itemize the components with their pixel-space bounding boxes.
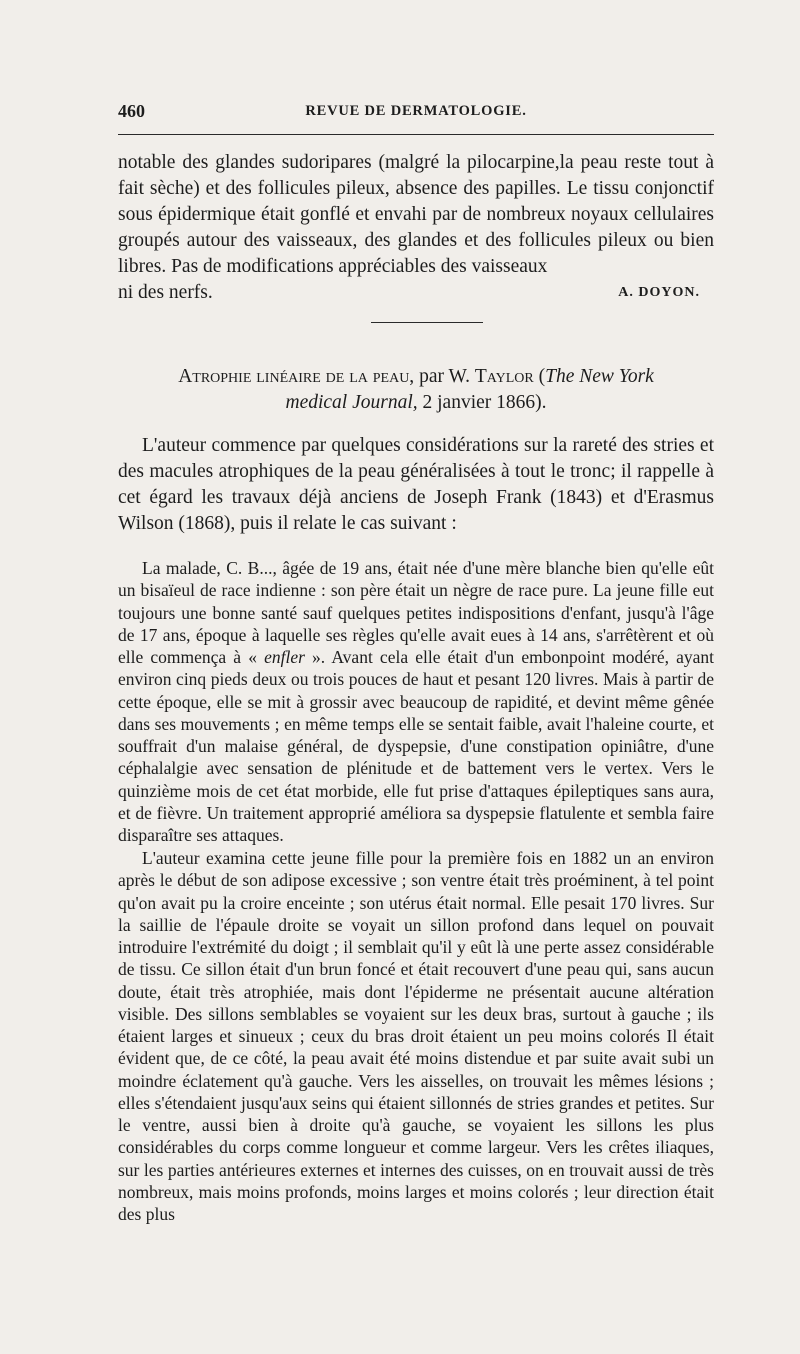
continued-paragraph: notable des glandes sudoripares (malgré la pilocarpine,la peau reste tout à fait sèche) et des follicules pileux, absence des papilles. Le tissu conjonctif sous épidermique était gonflé et envahi par de nombreux noyaux cellulaires groupés autour des vaisseaux, des glandes et des follicules pileux ou bien libres. Pas de modifications appréciables des vaisseaux [118,152,714,277]
article-heading [118,364,714,416]
author-signature: A. DOYON. [618,285,700,300]
intro-paragraph: L'auteur commence par quelques considérations sur la rareté des stries et des macules atrophiques de la peau généralisées à tout le tronc; il rappelle à cet égard les travaux déjà anciens de Joseph Frank (1843) et d'Erasmus Wilson (1868), puis il relate le cas suivant : [118,435,714,534]
running-title: REVUE DE DERMATOLOGIE. [305,103,527,119]
paragraph-last-line: ni des nerfs. [118,282,213,303]
page-header [118,101,714,123]
article-author: Taylor [474,366,534,387]
journal-name-1: The New York [545,366,654,387]
case-paragraph-1 [118,557,714,846]
article-date: 2 janvier 1866). [417,392,547,413]
journal-name-2: medical Journal, [285,392,418,413]
case-text-1b: ». Avant cela elle était d'un embonpoint modéré, ayant environ cinq pieds deux ou trois pouces de haut et pesant 120 livres. Mais à partir de cette époque, elle se mit à grossir avec beaucoup de rapidité, et devint même gênée dans ses mouvements ; en même temps elle se sentait faible, avait l'haleine courte, et souffrait d'un malaise général, de dyspepsie, d'une constipation opiniâtre, d'une céphalalgie avec sensation de plénitude et de battement vers le vertex. Vers le quinzième mois de cet état morbide, elle fut prise d'attaques épileptiques sans aura, et de fièvre. Un traitement approprié améliora sa dyspepsie flatulente et sembla faire disparaître ses attaques. [118,647,714,845]
paren-open: ( [533,366,546,387]
case-italic-word: enfler [264,647,305,667]
header-divider [118,134,714,135]
case-paragraph-2: L'auteur examina cette jeune fille pour la première fois en 1882 un an environ après le début de son adipose excessive ; son ventre était très proéminent, à tel point qu'on avait pu la croire enceinte ; son utérus était normal. Elle pesait 170 livres. Sur la saillie de l'épaule droite se voyait un sillon profond dans lequel on pouvait introduire l'extrémité du doigt ; il semblait qu'il y eût là une perte assez considérable de tissu. Ce sillon était d'un brun foncé et était recouvert d'une peau qui, sans aucun doute, était très atrophiée, mais dont l'épiderme ne présentait aucune altération visible. Des sillons semblables se voyaient sur les deux bras, surtout à gauche ; ils étaient larges et sinueux ; ceux du bras droit étaient un peu moins colorés Il était évident que, de ce côté, la peau avait été moins distendue et par suite avait subi un moindre éclatement qu'à gauche. Vers les aisselles, on trouvait les mêmes lésions ; elles s'étendaient jusqu'aux seins qui étaient sillonnés de stries grandes et petites. Sur le ventre, aussi bien à droite qu'à gauche, se voyaient les sillons les plus considérables du corps comme longueur et comme largeur. Vers les crêtes iliaques, sur les parties antérieures externes et internes des cuisses, on en trouvait aussi de très nombreux, mais moins profonds, moins larges et moins colorés ; leur direction était des plus [118,848,714,1224]
case-text-1a: La malade, C. B..., âgée de 19 ans, était née d'une mère blanche bien qu'elle eût un bisaïeul de race indienne : son père était un nègre de race pure. La jeune fille eut toujours une bonne santé sauf quelques petites indispositions d'enfant, jusqu'à l'âge de 17 ans, époque à laquelle ses règles qu'elle avait eues à 14 ans, s'arrêtèrent et où elle commença à « [118,558,714,667]
page-number: 460 [118,101,145,121]
article-by: par W. [414,366,475,387]
article-title: Atrophie linéaire de la peau, [178,366,415,387]
signature-line [118,280,714,306]
section-divider [371,322,483,323]
